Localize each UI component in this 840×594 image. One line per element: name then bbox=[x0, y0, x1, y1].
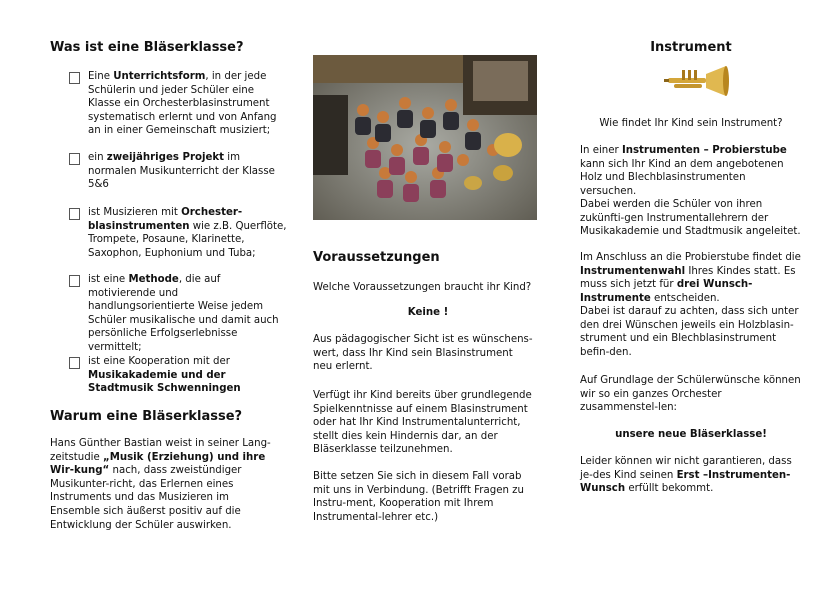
heading-instrument: Instrument bbox=[650, 40, 732, 55]
checkbox-icon bbox=[69, 153, 80, 165]
list-item: ist Musizieren mit Orchester-blasinstrumenten wie z.B. Querflöte, Trompete, Posaune, Klarinette, Saxophon, Euphonium und Tuba; bbox=[0, 206, 300, 266]
checkbox-icon bbox=[69, 357, 80, 369]
requirements-p3: Bitte setzen Sie sich in diesem Fall vorab mit uns in Verbindung. (Betrifft Fragen zu Instru-ment, Kooperation mit Ihrem Instrumental-lehrer etc.) bbox=[313, 471, 524, 523]
requirements-p1: Aus pädagogischer Sicht ist es wünschens-wert, dass Ihr Kind sein Blasinstrument neu erlernt. bbox=[313, 334, 533, 373]
trumpet-icon bbox=[664, 62, 732, 102]
instrument-p3: Im Anschluss an die Probierstube findet die Instrumentenwahl Ihres Kindes statt. Es muss sich jetzt für drei Wunsch-Instrumente entscheiden. bbox=[580, 252, 801, 304]
requirements-p2: Verfügt ihr Kind bereits über grundlegende Spielkenntnisse auf einem Blasinstrument oder hat Ihr Kind Instrumentalunterricht, stellt dies kein Hindernis dar, an der Bläserklasse teilzunehmen. bbox=[313, 390, 532, 456]
requirements-question: Welche Voraussetzungen braucht ihr Kind? bbox=[313, 282, 532, 293]
checkbox-icon bbox=[69, 208, 80, 220]
instrument-p2: Dabei werden die Schüler von ihren zukünfti-gen Instrumentallehrern der Musikakademie und Stadtmusik angeleitet. bbox=[580, 199, 801, 238]
heading-requirements: Voraussetzungen bbox=[313, 250, 440, 265]
checkbox-icon bbox=[69, 72, 80, 84]
checkbox-icon bbox=[69, 275, 80, 287]
list-item: ist eine Kooperation mit der Musikakademie und der Stadtmusik Schwenningen bbox=[0, 355, 300, 400]
bastian-paragraph: Hans Günther Bastian weist in seiner Lang-zeitstudie „Musik (Erziehung) und ihre Wir-kung“ nach, dass zweistündiger Musikunter-richt, das Erlernen eines Instruments und das Musizieren im Ensemble sich äußerst positiv auf die Entwicklung der Schüler auswirken. bbox=[50, 438, 271, 531]
requirements-answer: Keine ! bbox=[407, 307, 449, 318]
list-item: ist eine Methode, die auf motivierende und handlungsorientierte Weise jedem Schüler musikalische und damit auch persönliche Erfolgserlebnisse vermittelt; bbox=[0, 273, 300, 343]
instrument-p5: Auf Grundlage der Schülerwünsche können wir so ein ganzes Orchester zusammenstel-len: bbox=[580, 375, 801, 414]
heading-what-is: Was ist eine Bläserklasse? bbox=[50, 40, 244, 55]
heading-why: Warum eine Bläserklasse? bbox=[50, 409, 243, 424]
instrument-question: Wie findet Ihr Kind sein Instrument? bbox=[599, 118, 783, 129]
instrument-center-bold: unsere neue Bläserklasse! bbox=[615, 429, 767, 440]
instrument-p6: Leider können wir nicht garantieren, dass je-des Kind seinen Erst –Instrumenten-Wunsch erfüllt bekommt. bbox=[580, 456, 792, 495]
instrument-p1: In einer Instrumenten – Probierstube kann sich Ihr Kind an dem angebotenen Holz und Blechblasinstrumenten versuchen. bbox=[580, 145, 787, 197]
band-photo bbox=[313, 55, 537, 220]
list-item: Eine Unterrichtsform, in der jede Schülerin und jeder Schüler eine Klasse ein Orchesterblasinstrument systematisch erlernt und von Anfang an in einer Gemeinschaft musiziert; bbox=[0, 70, 300, 130]
list-item: ein zweijähriges Projekt im normalen Musikunterricht der Klasse 5&6 bbox=[0, 151, 300, 181]
instrument-p4: Dabei ist darauf zu achten, dass sich unter den drei Wünschen jeweils ein Holzblasin-strument und ein Blechblasinstrument befin-den. bbox=[580, 306, 799, 358]
